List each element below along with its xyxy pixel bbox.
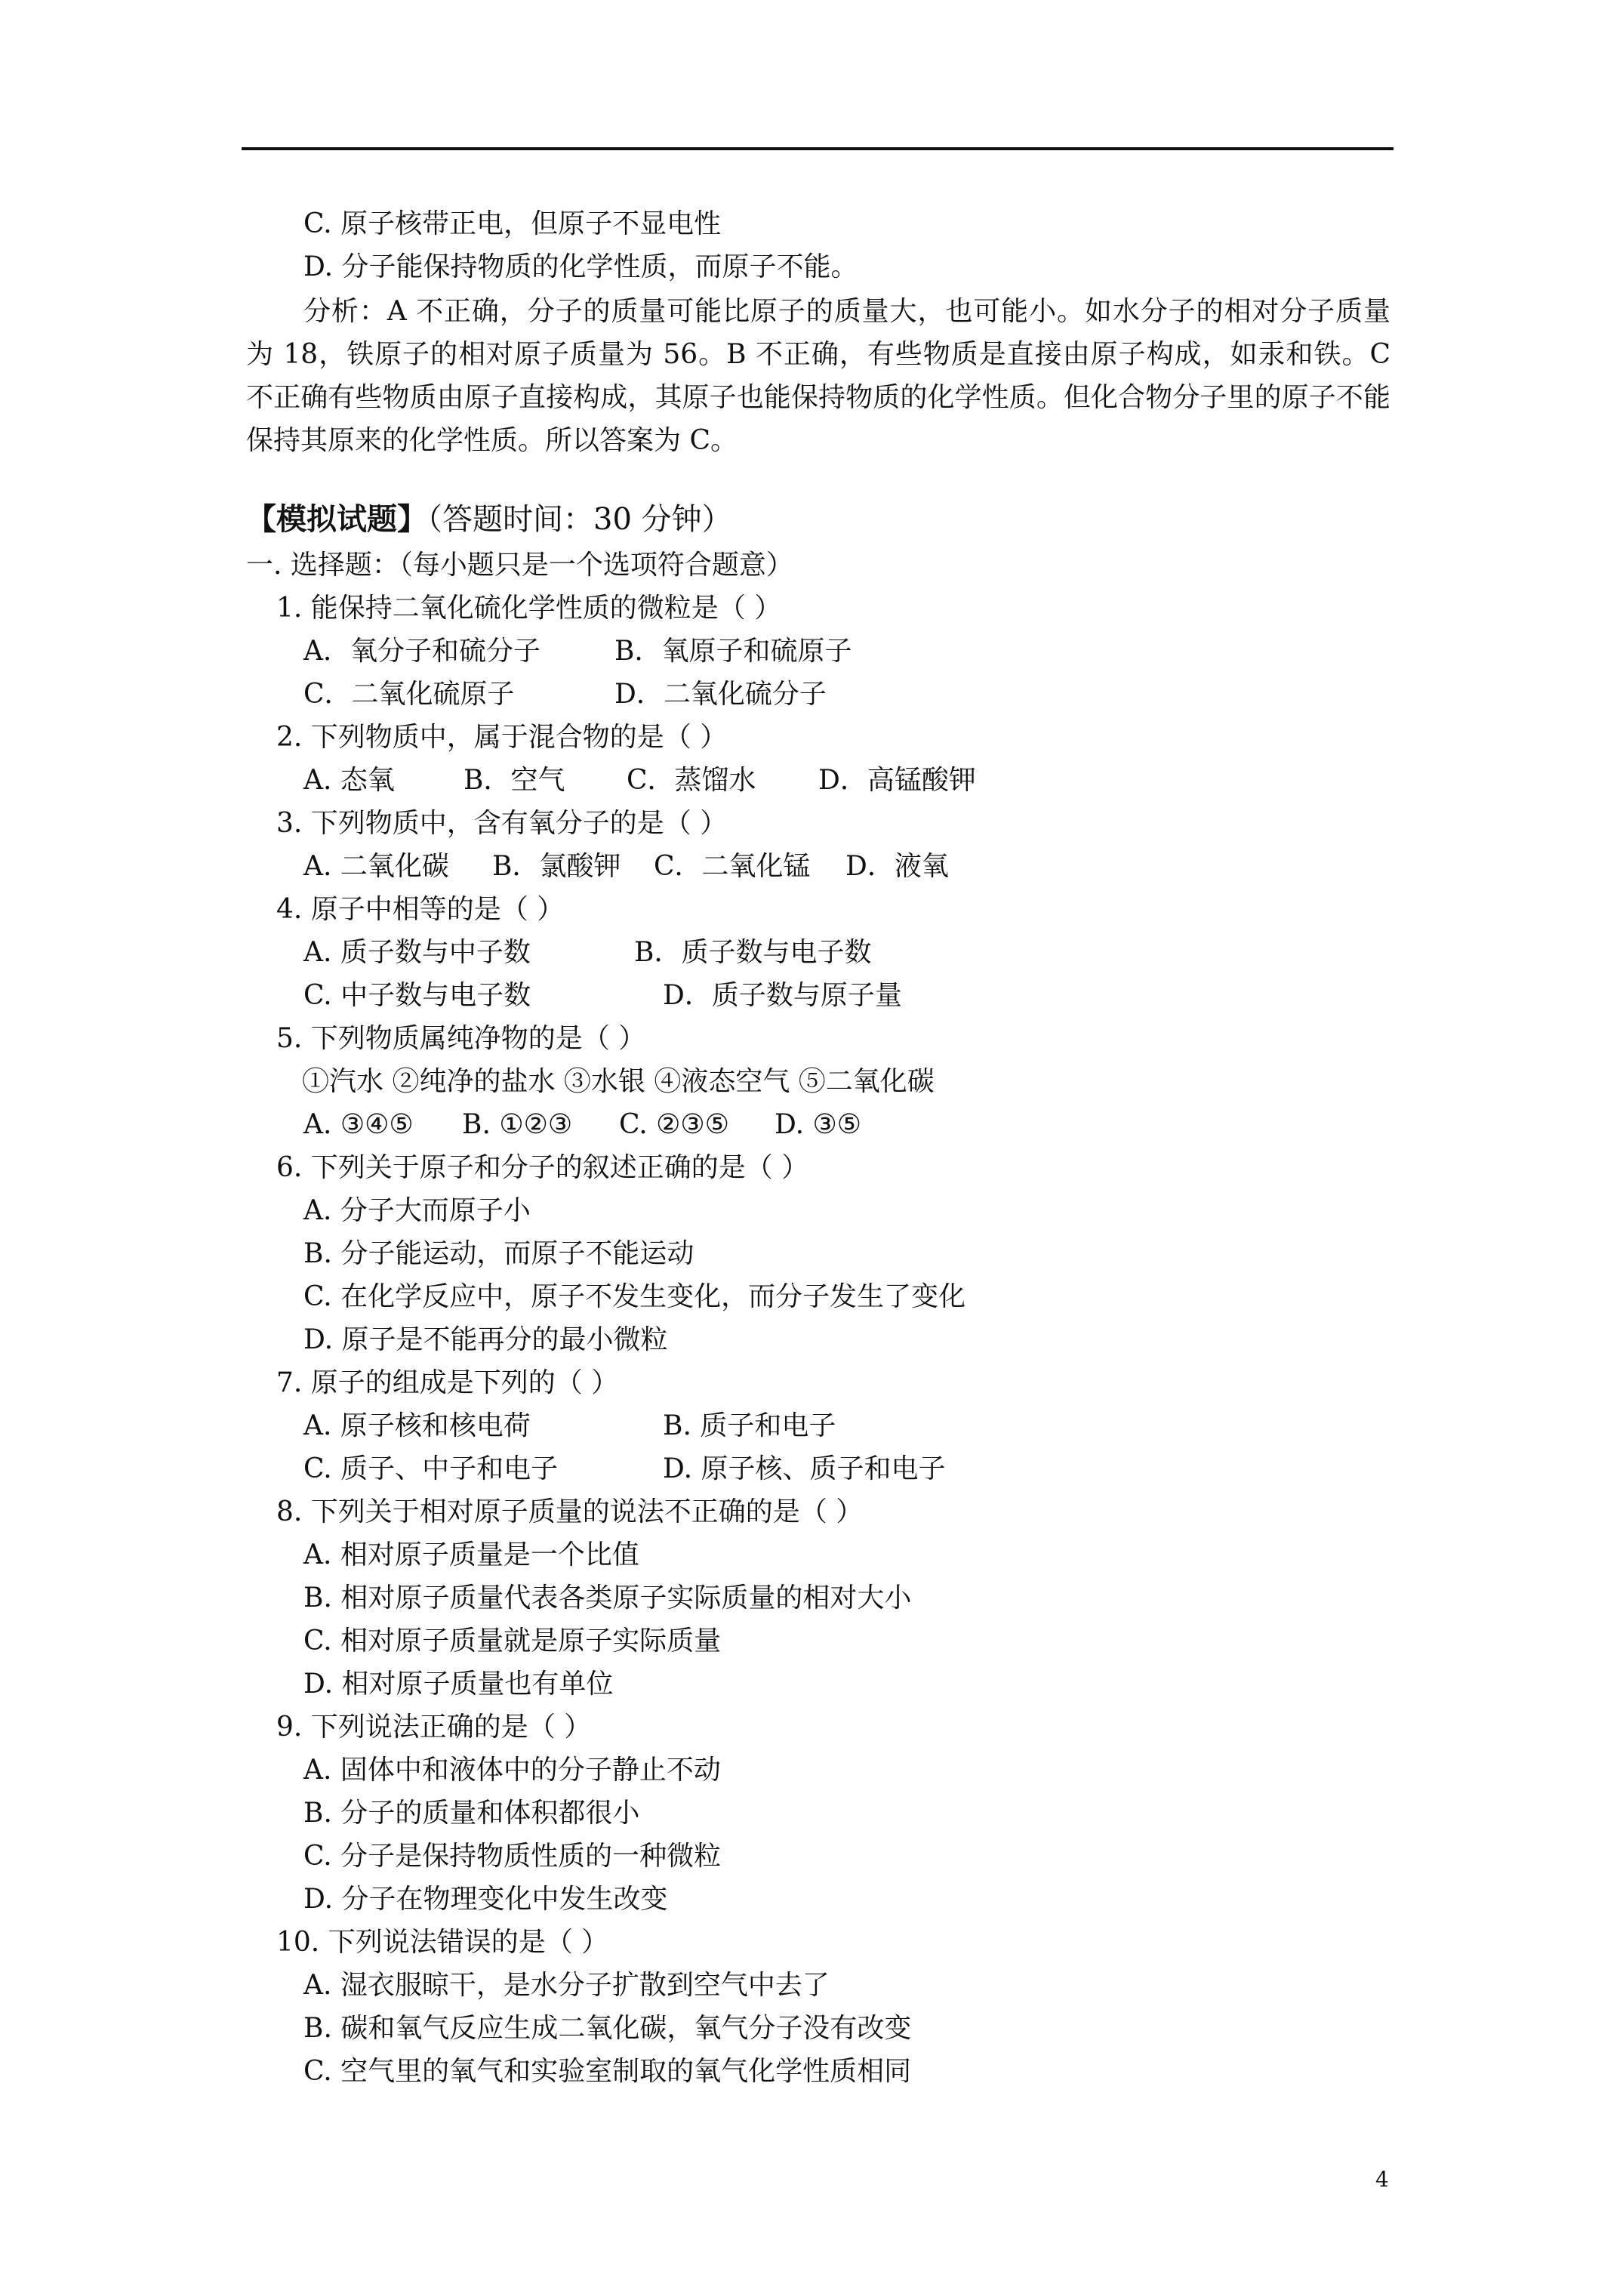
q3-option-c: C．二氧化锰: [654, 851, 811, 882]
q10-stem: 10. 下列说法错误的是（ ）: [276, 1927, 609, 1958]
section-title-bold: 【模拟试题】: [246, 501, 427, 537]
q4-option-a: A. 质子数与中子数: [303, 937, 531, 968]
q4-option-d: D．质子数与原子量: [663, 980, 902, 1011]
section-title-time: （答题时间：30 分钟）: [427, 502, 732, 537]
q6-option-b: B. 分子能运动，而原子不能运动: [303, 1238, 694, 1269]
q4-option-c: C. 中子数与电子数: [303, 980, 531, 1011]
q1-option-a: A．氧分子和硫分子: [303, 636, 540, 667]
q8-option-b: B. 相对原子质量代表各类原子实际质量的相对大小: [303, 1583, 912, 1613]
q8-option-c: C. 相对原子质量就是原子实际质量: [303, 1626, 722, 1657]
q7-option-a: A. 原子核和核电荷: [303, 1410, 531, 1441]
q10-option-c: C. 空气里的氧气和实验室制取的氧气化学性质相同: [303, 2056, 912, 2087]
q10-option-a: A. 湿衣服晾干，是水分子扩散到空气中去了: [303, 1970, 830, 2001]
q3-option-d: D．液氧: [845, 851, 949, 882]
q1-stem: 1. 能保持二氧化硫化学性质的微粒是（ ）: [276, 593, 782, 624]
part-heading: 一. 选择题：（每小题只是一个选项符合题意）: [246, 550, 793, 581]
q8-stem: 8. 下列关于相对原子质量的说法不正确的是（ ）: [276, 1496, 864, 1527]
q5-option-c: C. ②③⑤: [619, 1109, 729, 1140]
q5-option-d: D. ③⑤: [775, 1109, 862, 1140]
header-rule: [242, 147, 1394, 150]
q1-option-b: B．氧原子和硫原子: [614, 636, 852, 667]
q6-option-d: D. 原子是不能再分的最小微粒: [303, 1324, 668, 1355]
q5-option-b: B. ①②③: [462, 1109, 573, 1140]
q2-option-b: B．空气: [463, 765, 565, 796]
q5-option-a: A. ③④⑤: [303, 1109, 414, 1140]
section-title: [246, 501, 732, 538]
q6-stem: 6. 下列关于原子和分子的叙述正确的是（ ）: [276, 1152, 809, 1183]
q2-option-a: A. 态氧: [303, 765, 395, 796]
q7-option-c: C. 质子、中子和电子: [303, 1453, 559, 1484]
q2-option-c: C．蒸馏水: [627, 765, 756, 796]
q5-items: ①汽水 ②纯净的盐水 ③水银 ④液态空气 ⑤二氧化碳: [302, 1066, 935, 1097]
q6-option-c: C. 在化学反应中，原子不发生变化，而分子发生了变化: [303, 1281, 966, 1312]
q7-stem: 7. 原子的组成是下列的（ ）: [276, 1367, 619, 1398]
q10-option-b: B. 碳和氧气反应生成二氧化碳，氧气分子没有改变: [303, 2013, 912, 2044]
q1-option-c: C．二氧化硫原子: [303, 679, 515, 710]
q8-option-d: D. 相对原子质量也有单位: [303, 1669, 614, 1700]
q6-option-a: A. 分子大而原子小: [303, 1195, 531, 1226]
q9-option-b: B. 分子的质量和体积都很小: [303, 1798, 640, 1829]
q3-stem: 3. 下列物质中，含有氧分子的是（ ）: [276, 808, 728, 839]
q5-stem: 5. 下列物质属纯净物的是（ ）: [276, 1023, 646, 1054]
q2-option-d: D．高锰酸钾: [818, 765, 976, 796]
prev-option-d: D. 分子能保持物质的化学性质，而原子不能。: [303, 251, 858, 282]
q4-stem: 4. 原子中相等的是（ ）: [276, 894, 565, 925]
q9-stem: 9. 下列说法正确的是（ ）: [276, 1712, 592, 1743]
prev-option-c: C. 原子核带正电，但原子不显电性: [303, 208, 722, 239]
q9-option-c: C. 分子是保持物质性质的一种微粒: [303, 1841, 722, 1872]
q8-option-a: A. 相对原子质量是一个比值: [303, 1539, 639, 1570]
q4-option-b: B．质子数与电子数: [634, 937, 872, 968]
page-number: 4: [1375, 2167, 1389, 2192]
q7-option-d: D. 原子核、质子和电子: [663, 1453, 946, 1484]
q3-option-a: A. 二氧化碳: [303, 851, 449, 882]
q9-option-a: A. 固体中和液体中的分子静止不动: [303, 1755, 721, 1786]
analysis-paragraph: 分析：A 不正确，分子的质量可能比原子的质量大，也可能小。如水分子的相对分子质量为 18，铁原子的相对原子质量为 56。B 不正确，有些物质是直接由原子构成，如汞和铁。C 不正确有些物质由原子直接构成，其原子也能保持物质的化学性质。但化合物分子里的原子不能保持其原来的化学性质。所以答案为 C。: [246, 296, 1390, 456]
q1-option-d: D．二氧化硫分子: [614, 679, 827, 710]
q7-option-b: B. 质子和电子: [663, 1410, 836, 1441]
q3-option-b: B．氯酸钾: [492, 851, 621, 882]
q9-option-d: D. 分子在物理变化中发生改变: [303, 1884, 668, 1915]
q2-stem: 2. 下列物质中，属于混合物的是（ ）: [276, 722, 728, 753]
